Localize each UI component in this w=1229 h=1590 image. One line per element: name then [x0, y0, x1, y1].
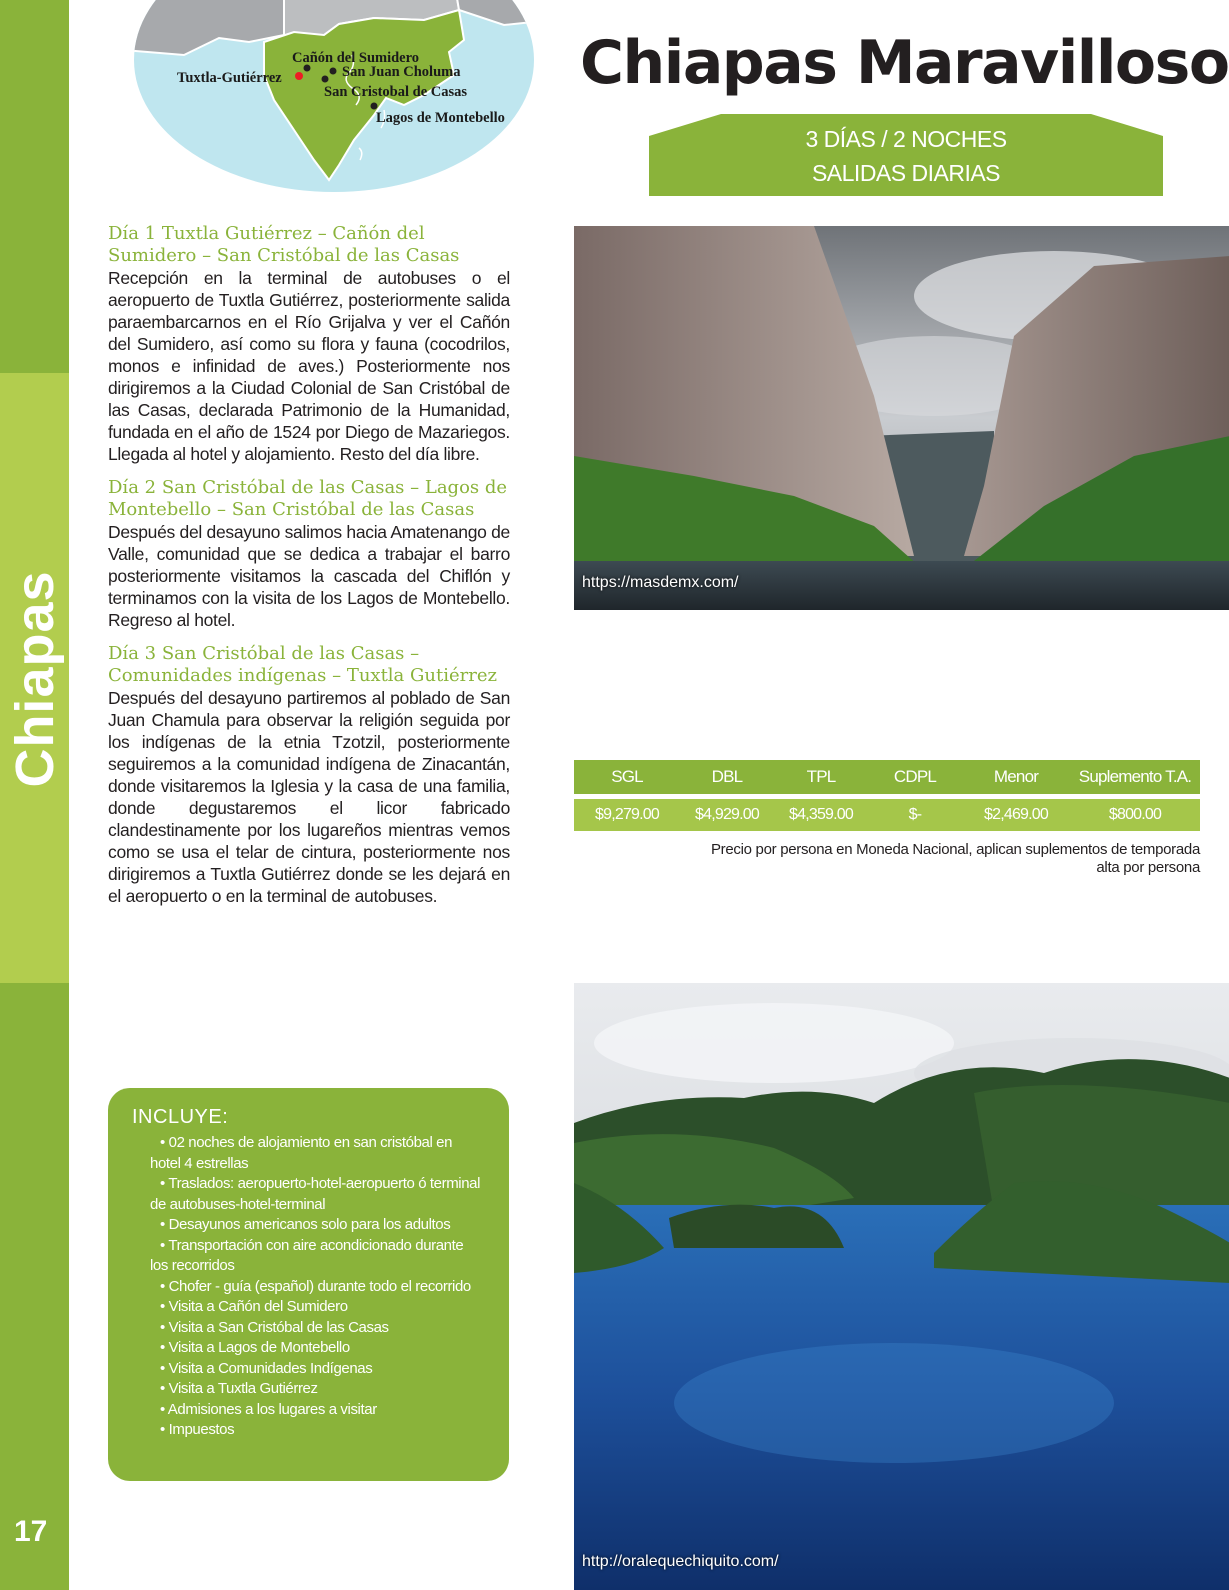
- day-2-body: Después del desayuno salimos hacia Amatenango de Valle, comunidad que se dedica a trabajar el barro posteriormente visitamos la cascada del Chiflón y terminamos con la visita de los Lagos de Montebello. Regreso al hotel.: [108, 522, 510, 630]
- map-label-montebello: Lagos de Montebello: [376, 110, 505, 126]
- day-1-body: Recepción en la terminal de autobuses o el aeropuerto de Tuxtla Gutiérrez, posteriormente salida paraembarcarnos en el Río Grijalva y ver el Cañón del Sumidero, así como su flora y fauna (cocodrilos, monos e infinidad de aves.) Posteriormente nos dirigiremos a la Ciudad Colonial de San Cristóbal de las Casas, declarada Patrimonio de la Humanidad, fundada en el año de 1524 por Diego de Mazariegos. Llegada al hotel y alojamiento. Resto del día libre.: [108, 268, 510, 464]
- lake-photo: [574, 983, 1229, 1590]
- list-item: • Transportación con aire acondicionado durante los recorridos: [150, 1236, 485, 1277]
- list-item: • Visita a Cañón del Sumidero: [150, 1297, 485, 1318]
- rate-header-tpl: TPL: [806, 767, 836, 786]
- rates-table: [574, 760, 1200, 831]
- rate-value-tpl: $4,359.00: [789, 806, 853, 823]
- rate-value-supplement: $800.00: [1108, 806, 1162, 823]
- rate-value-menor: $2,469.00: [984, 806, 1048, 823]
- map-label-chamula: San Juan Choluma: [342, 64, 461, 80]
- list-item: • Visita a Tuxtla Gutiérrez: [150, 1379, 485, 1400]
- duration-banner: [649, 114, 1163, 196]
- rate-value-dbl: $4,929.00: [695, 806, 759, 823]
- canyon-photo: [574, 226, 1229, 610]
- list-item: • Traslados: aeropuerto-hotel-aeropuerto ó terminal de autobuses-hotel-terminal: [150, 1174, 485, 1215]
- canyon-photo-credit: https://masdemx.com/: [582, 574, 739, 591]
- day-3-body: Después del desayuno partiremos al poblado de San Juan Chamula para observar la religión seguida por los indígenas de la etnia Tzotzil, posteriormente seguiremos a la comunidad indígena de Zinacantán, donde visitaremos la Iglesia y la casa de una familia, donde degustaremos el licor fabricado clandestinamente por los lugareños mientras vemos como se usa el telar de cintura, posteriormente nos dirigiremos a Tuxtla Gutiérrez donde se les dejará en el aeropuerto o en la terminal de autobuses.: [108, 688, 510, 906]
- chamula-marker: [330, 68, 337, 75]
- banner-duration: 3 DÍAS / 2 NOCHES: [805, 126, 1007, 152]
- list-item: • Visita a Comunidades Indígenas: [150, 1359, 485, 1380]
- page-number: 17: [14, 1515, 48, 1548]
- route-map: [124, 0, 552, 195]
- day-1-title: Día 1 Tuxtla Gutiérrez – Cañón del Sumidero – San Cristóbal de las Casas: [108, 223, 460, 266]
- list-item: • Impuestos: [150, 1420, 485, 1441]
- tuxtla-marker: [295, 72, 303, 80]
- includes-box: [108, 1088, 509, 1481]
- rate-header-supplement: Suplemento T.A.: [1078, 767, 1192, 786]
- rate-header-sgl: SGL: [611, 767, 643, 786]
- itinerary: [108, 223, 510, 919]
- page-title: Chiapas Maravilloso: [580, 28, 1229, 98]
- map-label-san-cristobal: San Cristobal de Casas: [324, 84, 468, 100]
- sidebar-label: Chiapas: [5, 570, 65, 788]
- includes-list: [150, 1133, 485, 1441]
- includes-title: INCLUYE:: [132, 1106, 229, 1128]
- rates-note: Precio por persona en Moneda Nacional, aplican suplementos de temporada alta por persona: [710, 841, 1200, 876]
- day-3-title: Día 3 San Cristóbal de las Casas – Comunidades indígenas – Tuxtla Gutiérrez: [108, 643, 497, 686]
- rates-header-row: [574, 760, 1200, 794]
- list-item: • Visita a San Cristóbal de las Casas: [150, 1318, 485, 1339]
- canyon-illustration: [574, 226, 1229, 610]
- list-item: • Visita a Lagos de Montebello: [150, 1338, 485, 1359]
- rate-header-dbl: DBL: [711, 767, 743, 786]
- rate-value-cdpl: $-: [908, 806, 922, 823]
- list-item: • Admisiones a los lugares a visitar: [150, 1400, 485, 1421]
- sidebar: [0, 0, 69, 1590]
- lake-photo-credit: http://oralequechiquito.com/: [582, 1553, 779, 1570]
- rates-values-row: [574, 799, 1200, 831]
- lake-illustration: [574, 983, 1229, 1590]
- list-item: • 02 noches de alojamiento en san cristóbal en hotel 4 estrellas: [150, 1133, 485, 1174]
- day-2-title: Día 2 San Cristóbal de las Casas – Lagos de Montebello – San Cristóbal de las Casas: [108, 477, 508, 520]
- rate-header-cdpl: CDPL: [893, 767, 937, 786]
- map-label-sumidero: Cañón del Sumidero: [292, 50, 420, 66]
- list-item: • Desayunos americanos solo para los adultos: [150, 1215, 485, 1236]
- rate-value-sgl: $9,279.00: [595, 806, 659, 823]
- list-item: • Chofer - guía (español) durante todo el recorrido: [150, 1277, 485, 1298]
- banner-departures: SALIDAS DIARIAS: [811, 160, 1001, 186]
- san-cristobal-marker: [322, 76, 329, 83]
- map-label-tuxtla: Tuxtla-Gutiérrez: [177, 70, 282, 86]
- montebello-marker: [371, 103, 378, 110]
- rate-header-menor: Menor: [993, 767, 1039, 786]
